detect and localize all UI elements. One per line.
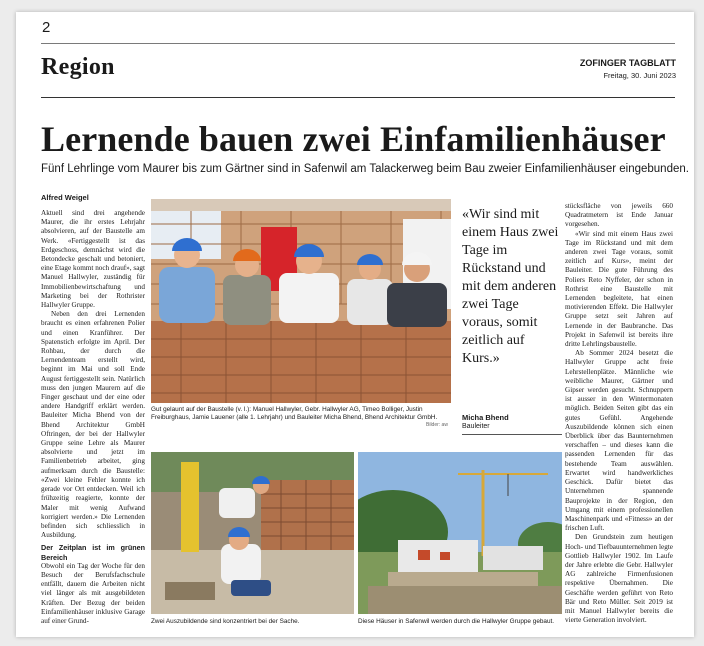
- main-photo-caption: Gut gelaunt auf der Baustelle (v. l.): Manuel Hallwyler, Gebr. Hallwyler AG, Timeo Bolliger, Justin Freiburghaus, Jamie Lauener (alle 1. Lehrjahr) und Bauleiter Micha Bhend, Bhend Architektur GmbH.: [151, 406, 438, 421]
- construction-site-illustration: [358, 452, 562, 614]
- main-photo: [151, 199, 451, 403]
- text-column-4: [565, 202, 673, 630]
- bottom-right-photo: [358, 452, 562, 614]
- photo-credit: Bilder: aw: [426, 422, 448, 428]
- article-author: Alfred Weigel: [41, 193, 89, 202]
- article-subhead: Fünf Lehrlinge vom Maurer bis zum Gärtner sind in Safenwil am Talackerweg beim Bau zweier Einfamilienhäuser eingebunden.: [41, 163, 689, 175]
- subheading: Der Zeitplan ist im grünen Bereich: [41, 543, 145, 562]
- paragraph: stücksfläche von jeweils 660 Quadratmetern ist Ende Januar vorgesehen.: [565, 202, 673, 229]
- newspaper-page: [16, 12, 694, 637]
- quote-role: Bauleiter: [462, 423, 490, 430]
- section-title: Region: [41, 54, 115, 80]
- article-headline: Lernende bauen zwei Einfamilienhäuser: [41, 119, 666, 159]
- quote-author: Micha Bhend: [462, 413, 509, 422]
- paragraph: Obwohl ein Tag der Woche für den Besuch der Berufsfachschule entfällt, dauern die Arbeiten nicht viel länger als mit ausgebildeten Kräften. Der Bezug der beiden Einfamilienhäuser inklusive Garage auf einer Grund-: [41, 561, 145, 625]
- paragraph: «Wir sind mit einem Haus zwei Tage im Rückstand und mit dem anderen zwei Tage voraus, somit zeitlich auf Kurs», meint der Bauleiter. Die gute Führung des Poliers Reto Nyffeler, der schon in Rothrist eine Baustelle mit Lernenden begleitete, hat einen motivierenden Effekt. Die Hallwyler Gruppe setzt seit Jahren auf Lernende in der Baubranche. Das Projekt in Safenwil ist bereits ihre dritte Lehrlingsbaustelle.: [565, 229, 673, 349]
- apprentices-working-illustration: [151, 452, 354, 614]
- issue-date: Freitag, 30. Juni 2023: [603, 71, 676, 80]
- paragraph: Aktuell sind drei angehende Maurer, die ihr erstes Lehrjahr absolvieren, auf der Baustelle am Werk. «Fertiggestellt ist das Erdgeschoss, demnächst wird die Betondecke geschalt und betoniert, eine Etage kommt noch drauf», sagt Manuel Hallwyler, zuständig für Immobilienbewirtschaftung und Marketing bei der Rothrister Hallwyler Gruppe.: [41, 209, 145, 310]
- paragraph: Ab Sommer 2024 besetzt die Hallwyler Gruppe acht freie Lehrstellenplätze. Männliche wie weibliche Maurer, Gärtner und Gipser werden gesucht. Schnuppern ist ausser in den Wintermonaten möglich. Beiden Seiten gibt das ein gutes Gefühl. Angehende Auszubildende können sich einen Überblick über das Baunternehmen verschaffen – und dieses kann die passenden Lernenden für das bestehende Team auswählen. Erwartet wird handwerkliches Geschick. Dafür bietet das Unternehmen spannende Bauprojekte in der Region, den Umgang mit einem professionellen Maschinenpark und «Fitness» an der frischen Luft.: [565, 349, 673, 533]
- quote-rule: [462, 434, 562, 435]
- bottom-left-caption: Zwei Auszubildende sind konzentriert bei der Sache.: [151, 618, 300, 625]
- section-rule: [41, 97, 675, 98]
- pull-quote: «Wir sind mit einem Haus zwei Tage im Rückstand und mit dem anderen zwei Tage voraus, somit zeitlich auf Kurs.»: [462, 207, 559, 366]
- paragraph: Neben den drei Lernenden braucht es einen erfahrenen Polier und einen Kranführer. Der Spatenstich erfolgte im April. Der Rohbau, der durch die Lernendenteam erstellt wird, beginnt im Mai und soll Ende August fertiggestellt sein. Natürlich muss den jungen Maurern auf die Finger geschaut und der eine oder andere Handgriff erklärt werden. Bauleiter Micha Bhend von der Bhend Architektur GmbH Oftringen, der bei der Hallwyler Gruppe seine Lehre als Maurer absolvierte und jetzt im Familienbetrieb arbeitet, ging aufmerksam durch die Baustelle: «Zwei kleine Fehler konnte ich gerade vor Ort entdecken. Weil ich frühzeitig reagierte, konnte der Maler mit wenig Aufwand korrigiert werden.» Die Lernenden befinden sich schliesslich in Ausbildung.: [41, 310, 145, 540]
- text-column-1: [41, 209, 145, 629]
- header-rule: [41, 43, 675, 44]
- newspaper-name: ZOFINGER TAGBLATT: [579, 58, 676, 68]
- paragraph: Den Grundstein zum heutigen Hoch- und Tiefbauunternehmen legte Gottlieb Hallwyler 1902. Im Laufe der Jahre erlebte die Gebr. Hallwyler AG zahlreiche Firmenfusionen respektive Übernahmen. Die Geschäfte werden geführt von Reto Bär und Reto Müller. Seit 2019 ist mit Manuel Hallwyler bereits die vierte Generation involviert.: [565, 533, 673, 625]
- bottom-right-caption: Diese Häuser in Safenwil werden durch die Hallwyler Gruppe gebaut.: [358, 618, 555, 625]
- apprentices-photo-illustration: [151, 199, 451, 403]
- page-number: 2: [42, 19, 51, 36]
- bottom-left-photo: [151, 452, 354, 614]
